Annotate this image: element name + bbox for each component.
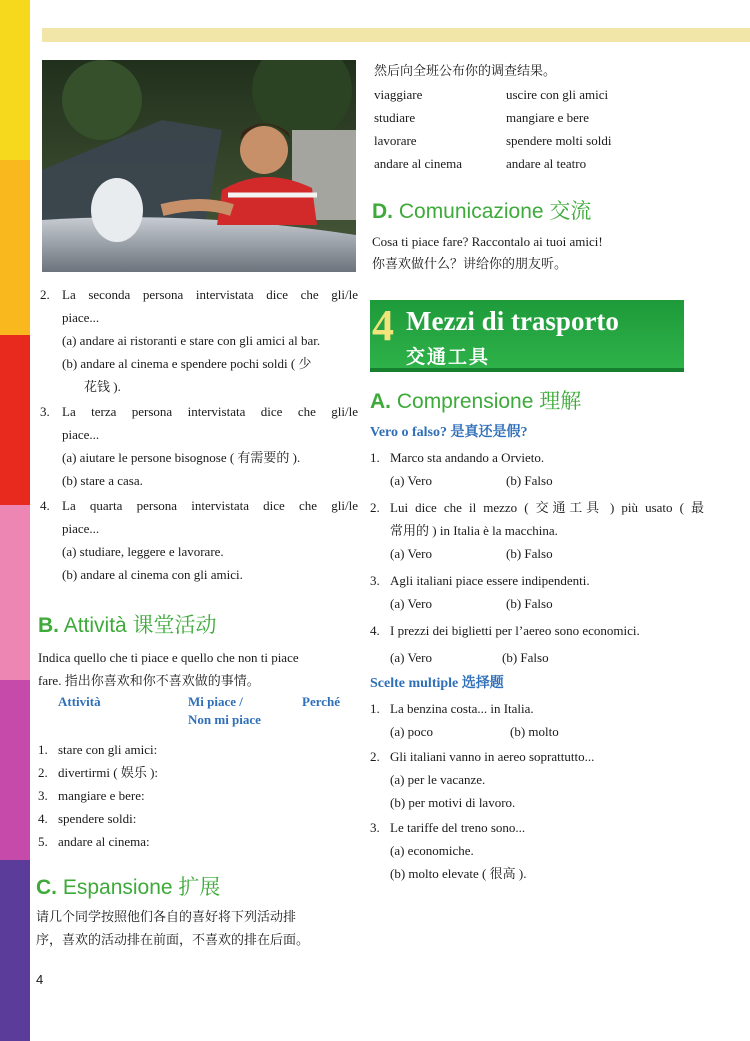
photo-man-in-car [42,60,356,272]
option-a: (a) studiare, leggere e lavorare. [62,544,224,559]
page-number: 4 [36,972,44,987]
activity-options: viaggiare uscire con gli amici studiare mangiare e bere lavorare spendere molti soldi andare al cinema andare al teatro [374,87,612,171]
color-stripe [0,0,30,1041]
vero-falso-heading: Vero o falso? 是真还是假? [370,425,528,440]
question-text: La terza persona intervistata dice che gli/le [62,404,358,419]
section-d-heading: D. Comunicazione 交流 [372,200,592,223]
section-c-text: 请几个同学按照他们各自的喜好将下列活动排 [36,910,297,925]
vf-question-1: 1. Marco sta andando a Orvieto. (a) Vero (b) Falso [370,450,553,488]
vf-question-4: 4. I prezzi dei biglietti per l’aereo sono economici. (a) Vero (b) Falso [370,623,640,665]
option-a: (a) aiutare le persone bisognose ( 有需要的 ). [62,450,301,465]
survey-instruction: 然后向全班公布你的调查结果。 [374,64,557,79]
mc-question-3: 3. Le tariffe del treno sono... (a) economiche. (b) molto elevate ( 很高 ). [370,820,527,881]
section-b-heading: B. Attività 课堂活动 [38,614,217,637]
question-text: piace... [62,521,100,536]
section-d-text: Cosa ti piace fare? Raccontalo ai tuoi amici! [372,234,603,249]
list-item: 1. stare con gli amici: [38,742,158,757]
list-item: 4. spendere soldi: [38,811,137,826]
option-a: (a) andare ai ristoranti e stare con gli amici al bar. [62,333,321,348]
section-d-text-cn: 你喜欢做什么？讲给你的朋友听。 [372,257,568,272]
chapter-subtitle: 交通工具 [406,346,491,368]
multiple-choice-heading: Scelte multiple 选择题 [370,676,504,691]
section-b [38,612,360,853]
right-column-top [374,60,704,175]
col-header-attivita: Attività [58,694,101,709]
chapter-banner [370,300,684,372]
activity-table-header [38,694,360,738]
option-b: (b) andare al cinema e spendere pochi soldi ( 少 [62,356,312,371]
chapter-title: Mezzi di trasporto [406,306,619,336]
question-text: piace... [62,427,100,442]
section-c-heading: C. Espansione 扩展 [36,876,221,899]
mc-question-2: 2. Gli italiani vanno in aereo soprattutto... (a) per le vacanze. (b) per motivi di lavoro. [370,749,595,810]
question-2: 2. La seconda persona intervistata dice che gli/le piace... (a) andare ai ristoranti e stare con gli amici al bar. (b) andare al cinema e spendere pochi soldi ( 少 花钱 ). [40,283,358,398]
section-c [36,874,360,952]
mc-question-1: 1. La benzina costa... in Italia. (a) poco (b) molto [370,701,559,739]
section-b-intro-cn: fare. 指出你喜欢和你不喜欢做的事情。 [38,673,260,688]
question-3: 3. La terza persona intervistata dice che gli/le piace... (a) aiutare le persone bisognose ( 有需要的 ). (b) stare a casa. [40,400,358,492]
section-d [372,198,702,276]
section-a [370,388,704,885]
vf-question-2: 2. Lui dice che il mezzo ( 交通工具 ) più usato ( 最 常用的 ) in Italia è la macchina. (a) Vero (b) Falso [370,500,704,561]
option-b: (b) stare a casa. [62,473,143,488]
list-item: 2. divertirmi ( 娱乐 ): [38,765,159,780]
question-4: 4. La quarta persona intervistata dice che gli/le piace... (a) studiare, leggere e lavorare. (b) andare al cinema con gli amici. [40,494,358,586]
left-column [40,283,358,586]
list-item: 5. andare al cinema: [38,834,150,849]
section-a-heading: A. Comprensione 理解 [370,390,582,413]
banner-shadow [370,368,684,372]
list-item: 3. mangiare e bere: [38,788,145,803]
question-text: La seconda persona intervistata dice che gli/le [62,287,358,302]
col-header-perche: Perché [302,694,341,709]
section-b-intro: Indica quello che ti piace e quello che non ti piace [38,650,299,665]
question-text: piace... [62,310,100,325]
activity-list [38,738,360,853]
top-decor-bar [42,28,750,42]
option-b: (b) andare al cinema con gli amici. [62,567,243,582]
option-b-cont: 花钱 ). [84,379,121,394]
question-text: La quarta persona intervistata dice che gli/le [62,498,358,513]
col-header-non-mi-piace: Non mi piace [188,712,261,727]
section-c-text: 序，喜欢的活动排在前面，不喜欢的排在后面。 [36,933,310,948]
col-header-mi-piace: Mi piace / [188,694,243,709]
chapter-number: 4 [372,301,394,350]
vf-question-3: 3. Agli italiani piace essere indipendenti. (a) Vero (b) Falso [370,573,590,611]
